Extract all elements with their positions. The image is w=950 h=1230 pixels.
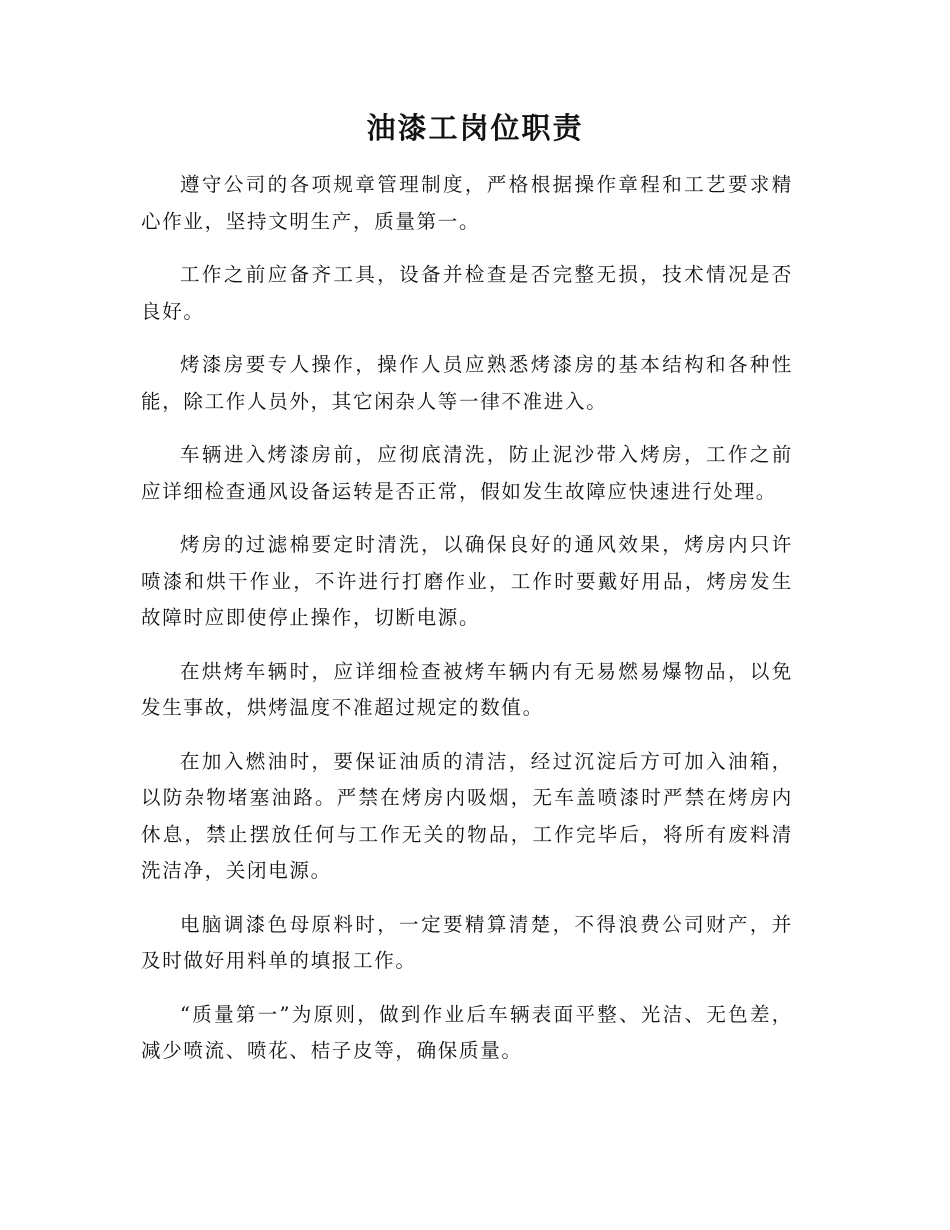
paragraph-1: 遵守公司的各项规章管理制度，严格根据操作章程和工艺要求精心作业，坚持文明生产，质量第一。: [141, 173, 793, 233]
paragraph-5: 烤房的过滤棉要定时清洗，以确保良好的通风效果，烤房内只许喷漆和烘干作业，不许进行打磨作业，工作时要戴好用品，烤房发生故障时应即使停止操作，切断电源。: [141, 533, 793, 629]
paragraph-9: “质量第一”为原则，做到作业后车辆表面平整、光洁、无色差，减少喷流、喷花、桔子皮等，确保质量。: [141, 1002, 793, 1062]
page-title: 油漆工岗位职责: [366, 111, 584, 145]
paragraph-3: 烤漆房要专人操作，操作人员应熟悉烤漆房的基本结构和各种性能，除工作人员外，其它闲杂人等一律不准进入。: [141, 353, 793, 413]
paragraph-7: 在加入燃油时，要保证油质的清洁，经过沉淀后方可加入油箱，以防杂物堵塞油路。严禁在烤房内吸烟，无车盖喷漆时严禁在烤房内休息，禁止摆放任何与工作无关的物品，工作完毕后，将所有废料清洗洁净，关闭电源。: [141, 749, 793, 882]
paragraph-6: 在烘烤车辆时，应详细检查被烤车辆内有无易燃易爆物品，以免发生事故，烘烤温度不准超过规定的数值。: [141, 659, 793, 719]
paragraph-4: 车辆进入烤漆房前，应彻底清洗，防止泥沙带入烤房，工作之前应详细检查通风设备运转是否正常，假如发生故障应快速进行处理。: [141, 443, 793, 503]
paragraph-8: 电脑调漆色母原料时，一定要精算清楚，不得浪费公司财产，并及时做好用料单的填报工作。: [141, 912, 793, 972]
paragraph-2: 工作之前应备齐工具，设备并检查是否完整无损，技术情况是否良好。: [141, 263, 793, 323]
document-body: [141, 167, 793, 1070]
